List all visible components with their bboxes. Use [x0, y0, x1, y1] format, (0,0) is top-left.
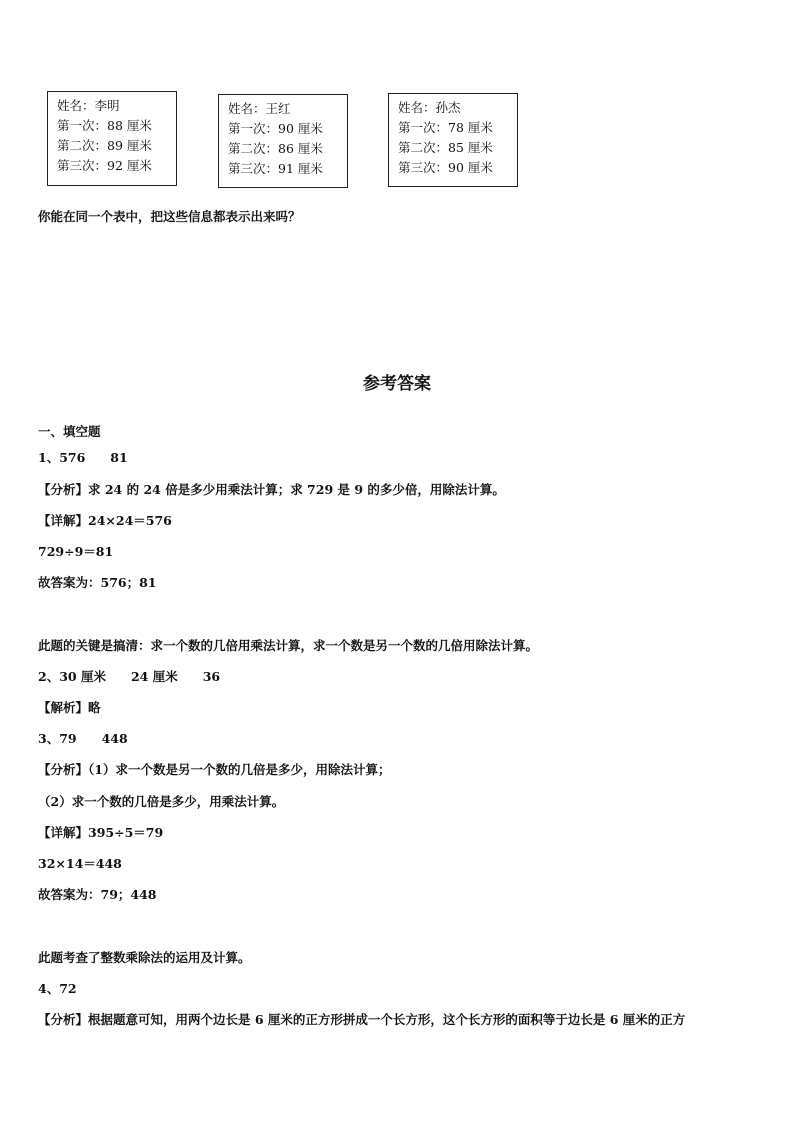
- answer-line: 2、30 厘米 24 厘米 36: [38, 669, 221, 684]
- card-record-1: 第一次：78 厘米: [398, 120, 493, 135]
- card-record-1: 第一次：90 厘米: [228, 121, 323, 136]
- calc-line: 32×14＝448: [38, 856, 122, 871]
- section-heading: 一、填空题: [38, 424, 101, 439]
- card-record-3: 第三次：92 厘米: [57, 158, 152, 173]
- card-name: 姓名：王红: [228, 101, 291, 116]
- student-card-wanghong: [218, 94, 348, 188]
- answer-line: 4、72: [38, 981, 77, 996]
- student-card-sunjie: [388, 93, 518, 187]
- card-record-2: 第二次：86 厘米: [228, 141, 323, 156]
- card-record-3: 第三次：90 厘米: [398, 160, 493, 175]
- note-line: 此题考查了整数乘除法的运用及计算。: [38, 950, 251, 965]
- card-name: 姓名：孙杰: [398, 100, 461, 115]
- detail-line: 【详解】24×24＝576: [38, 513, 172, 528]
- card-record-3: 第三次：91 厘米: [228, 161, 323, 176]
- answer-title: 参考答案: [363, 374, 431, 394]
- detail-line: 【详解】395÷5＝79: [38, 825, 164, 840]
- note-line: 此题的关键是搞清：求一个数的几倍用乘法计算，求一个数是另一个数的几倍用除法计算。: [38, 638, 539, 653]
- card-name: 姓名：李明: [57, 98, 120, 113]
- student-card-liming: [47, 91, 177, 186]
- analysis-line: 【解析】略: [38, 700, 101, 715]
- analysis-line: 【分析】求 24 的 24 倍是多少用乘法计算；求 729 是 9 的多少倍，用除法计算。: [38, 482, 505, 497]
- card-record-2: 第二次：85 厘米: [398, 140, 493, 155]
- result-line: 故答案为：576；81: [38, 575, 157, 590]
- answer-line: 3、79 448: [38, 731, 128, 746]
- analysis-line: 【分析】根据题意可知，用两个边长是 6 厘米的正方形拼成一个长方形，这个长方形的面积等于边长是 6 厘米的正方: [38, 1012, 686, 1027]
- analysis-line: 【分析】（1）求一个数是另一个数的几倍是多少，用除法计算；: [38, 762, 391, 777]
- result-line: 故答案为：79；448: [38, 887, 157, 902]
- card-record-2: 第二次：89 厘米: [57, 138, 152, 153]
- question-text: 你能在同一个表中，把这些信息都表示出来吗？: [38, 209, 301, 224]
- card-record-1: 第一次：88 厘米: [57, 118, 152, 133]
- calc-line: 729÷9＝81: [38, 544, 114, 559]
- answer-line: 1、576 81: [38, 450, 128, 465]
- analysis-line: （2）求一个数的几倍是多少，用乘法计算。: [38, 794, 285, 809]
